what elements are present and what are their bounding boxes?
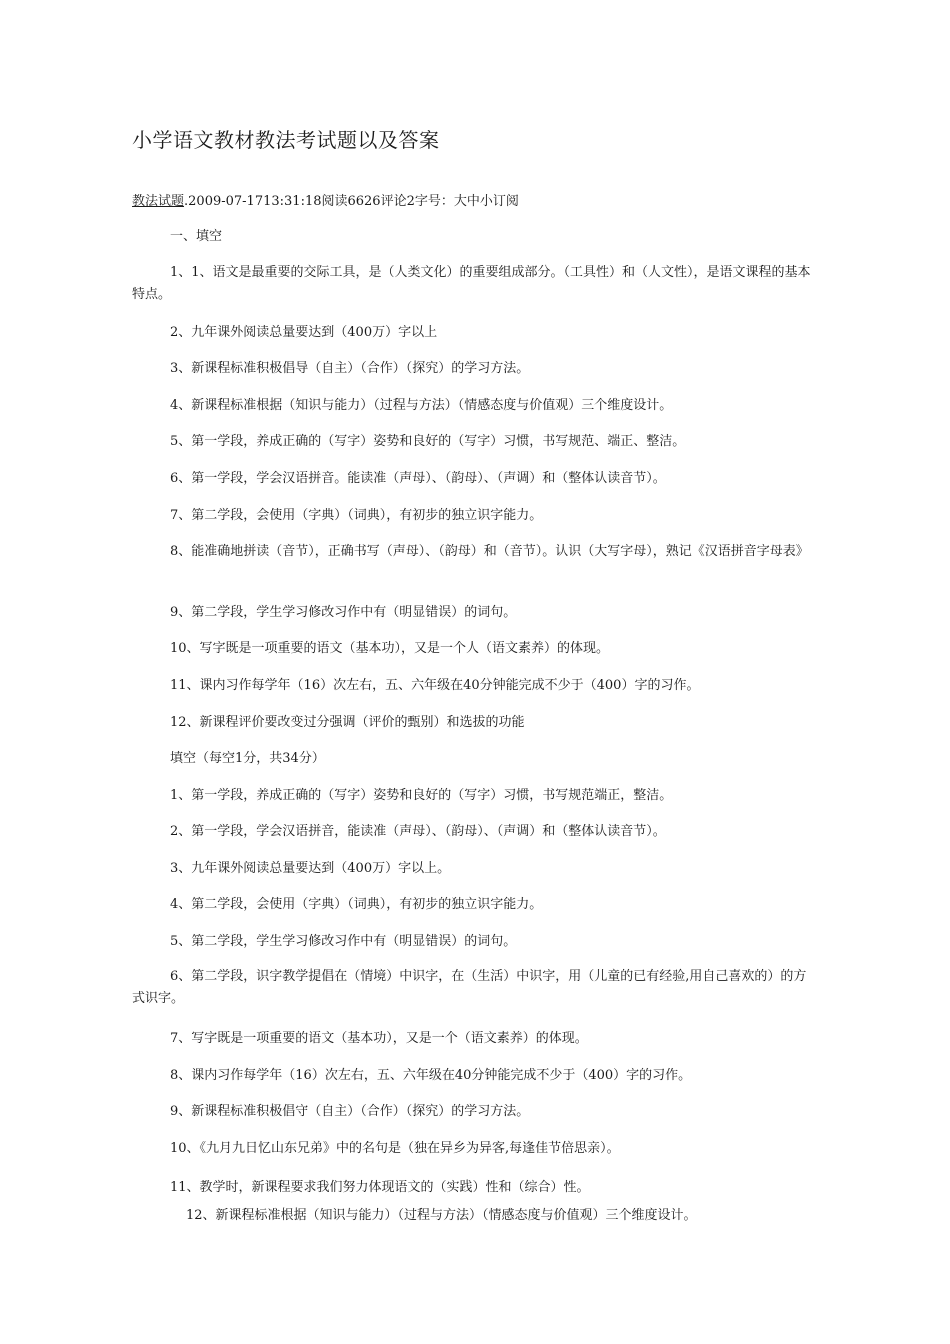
question-item: 4、新课程标准根据（知识与能力）（过程与方法）（情感态度与价值观）三个维度设计。 bbox=[170, 398, 673, 413]
question-item: 10、写字既是一项重要的语文（基本功），又是一个人（语文素养）的体现。 bbox=[170, 641, 610, 656]
section-heading: 一、填空 bbox=[170, 229, 223, 244]
question-item: 1、1、语文是最重要的交际工具，是（人类文化）的重要组成部分。（工具性）和（人文性），是语文课程的基本特点。 bbox=[132, 265, 811, 302]
question-item: 9、新课程标准积极倡守（自主）（合作）（探究）的学习方法。 bbox=[170, 1104, 530, 1119]
question-item: 5、第二学段，学生学习修改习作中有（明显错误）的词句。 bbox=[170, 934, 517, 949]
question-item: 11、课内习作每学年（16）次左右，五、六年级在40分钟能完成不少于（400）字的习作。 bbox=[170, 678, 700, 693]
question-item: 3、九年课外阅读总量要达到（400万）字以上。 bbox=[170, 861, 451, 876]
question-item: 8、课内习作每学年（16）次左右，五、六年级在40分钟能完成不少于（400）字的习作。 bbox=[170, 1068, 692, 1083]
question-item: 4、第二学段，会使用（字典）（词典），有初步的独立识字能力。 bbox=[170, 897, 543, 912]
question-item: 7、第二学段，会使用（字典）（词典），有初步的独立识字能力。 bbox=[170, 508, 543, 523]
page-title: 小学语文教材教法考试题以及答案 bbox=[132, 128, 440, 152]
question-item: 2、九年课外阅读总量要达到（400万）字以上 bbox=[170, 325, 438, 340]
question-item: 11、教学时，新课程要求我们努力体现语文的（实践）性和（综合）性。 bbox=[170, 1180, 590, 1195]
meta-info: .2009-07-1713:31:18阅读6626评论2字号：大中小订阅 bbox=[184, 194, 519, 209]
question-item: 2、第一学段，学会汉语拼音，能读准（声母）、（韵母）、（声调）和（整体认读音节）。 bbox=[170, 824, 666, 839]
section-heading: 填空（每空1分，共34分） bbox=[170, 751, 325, 766]
question-item: 5、第一学段，养成正确的（写字）姿势和良好的（写字）习惯，书写规范、端正、整洁。 bbox=[170, 434, 686, 449]
question-item: 12、新课程评价要改变过分强调（评价的甄别）和选拔的功能 bbox=[170, 715, 525, 730]
question-item: 8、能准确地拼读（音节），正确书写（声母）、（韵母）和（音节）。认识（大写字母），熟记《汉语拼音字母表》 bbox=[170, 544, 809, 559]
category-link[interactable]: 教法试题 bbox=[132, 194, 185, 209]
question-item: 6、第二学段，识字教学提倡在（情境）中识字，在（生活）中识字，用（儿童的已有经验,用自己喜欢的）的方式识字。 bbox=[132, 969, 807, 1006]
question-item: 1、第一学段，养成正确的（写字）姿势和良好的（写字）习惯，书写规范端正，整洁。 bbox=[170, 788, 673, 803]
question-item: 6、第一学段，学会汉语拼音。能读准（声母）、（韵母）、（声调）和（整体认读音节）。 bbox=[170, 471, 666, 486]
question-item: 3、新课程标准积极倡导（自主）（合作）（探究）的学习方法。 bbox=[170, 361, 530, 376]
question-item: 12、新课程标准根据（知识与能力）（过程与方法）（情感态度与价值观）三个维度设计。 bbox=[186, 1208, 697, 1223]
article-meta bbox=[132, 190, 519, 209]
question-item: 9、第二学段，学生学习修改习作中有（明显错误）的词句。 bbox=[170, 605, 517, 620]
question-item: 7、写字既是一项重要的语文（基本功），又是一个（语文素养）的体现。 bbox=[170, 1031, 588, 1046]
question-item: 10、《九月九日忆山东兄弟》中的名句是（独在异乡为异客,每逢佳节倍思亲）。 bbox=[170, 1141, 620, 1156]
